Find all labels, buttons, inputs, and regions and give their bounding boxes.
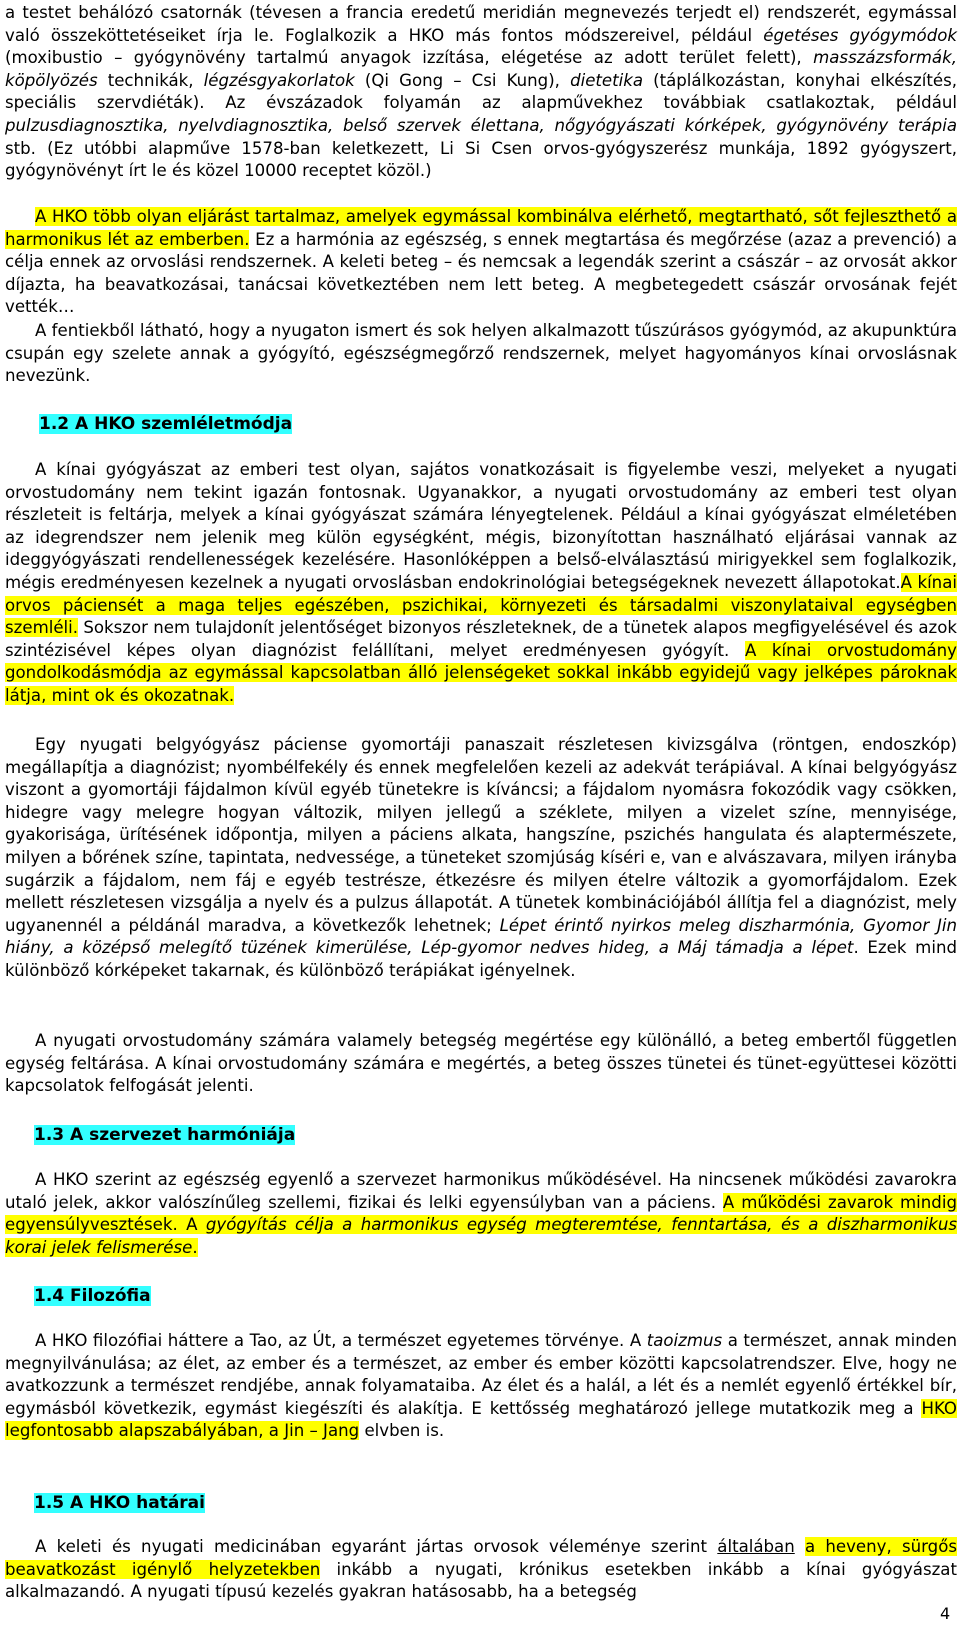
paragraph-organism-harmony: A HKO szerint az egészség egyenlő a szervezet harmonikus működésével. Ha nincsenek működési zavarokra utaló jelek, akkor valószínűleg szellemi, fizikai és lelki egyensúlyban van a páciens. A működési zavarok mindig egyensúlyvesztések. A gyógyítás célja a harmonikus egység megteremtése, fenntartása, és a diszharmonikus korai jelek felismerése. <box>5 1170 957 1257</box>
paragraph-perspective: A kínai gyógyászat az emberi test olyan, sajátos vonatkozásait is figyelembe veszi, melyeket a nyugati orvostudomány nem tekint igazán fontosnak. Ugyanakkor, a nyugati orvostudomány az emberi test olyan részleteit is feltárja, melyek a kínai gyógyászat számára lényegtelenek. Például a kínai gyógyászat elméletében az idegrendszer nem jelenik meg külön egységként, mégis, bizonyítottan használható eljárásai vannak az ideggyógyászati rendellenességek kezelésére. Hasonlóképpen a belső-elválasztású mirigyekkel sem foglalkozik, mégis eredményesen kezelnek a nyugati orvoslásban endokrinológiai betegségeknek nevezett állapotokat.A kínai orvos páciensét a maga teljes egészében, pszichikai, környezeti és társadalmi viszonylataival egységben szemléli. Sokszor nem tulajdonít jelentőséget bizonyos részleteknek, de a tünetek alapos megfigyelésével és azok szintézisével képes olyan diagnózist felállítani, melyet eredményesen gyógyít. A kínai orvostudomány gondolkodásmódja az egymással kapcsolatban álló jelenségeket sokkal inkább egyidejű vagy jelképes pároknak látja, mint ok és okozatnak. <box>5 460 957 705</box>
section-heading-1-2: 1.2 A HKO szemléletmódja <box>39 414 293 434</box>
section-heading-1-4: 1.4 Filozófia <box>34 1286 151 1306</box>
section-heading-1-5: 1.5 A HKO határai <box>34 1493 205 1513</box>
paragraph-harmony: A HKO több olyan eljárást tartalmaz, amelyek egymással kombinálva elérhető, megtartható, sőt fejleszthető a harmonikus lét az emberben. Ez a harmónia az egészség, s ennek megtartása és megőrzése (azaz a prevenció) a célja ennek az orvoslási rendszernek. A keleti beteg – és nemcsak a legendák szerint a császár – az orvosát akkor díjazta, ha beavatkozásai, tanácsai következtében nem lett beteg. A megbetegedett császár orvosának fejét vették… <box>5 207 957 317</box>
paragraph-diagnosis-example: Egy nyugati belgyógyász páciense gyomortáji panaszait részletesen kivizsgálva (röntgen, endoszkóp) megállapítja a diagnózist; nyombélfekély és ennek megfelelően kezeli az adekvát terápiával. A kínai belgyógyász viszont a gyomortáji fájdalmon kívül egyéb tünetekre is kíváncsi; a fájdalom nyomásra fokozódik vagy csökken, hidegre vagy melegre hogyan változik, milyen jellegű a széklete, milyen a vizelet színe, mennyisége, gyakorisága, ürítésének időpontja, milyen a páciens alkata, hangszíne, pszichés hangulata és alaptermészete, milyen a bőrének színe, tapintata, nedvessége, a tüneteket szomjúság kíséri e, van e alvászavara, milyen irányba sugárzik a fájdalom, nem fáj e egyéb testrésze, étkezésre és milyen ételre változik a gyomorfájdalom. Ezek mellett részletesen vizsgálja a nyelv és a pulzus állapotát. A tünetek kombinációjából állítja fel a diagnózist, mely ugyanennél a példánál maradva, a következők lehetnek; Lépet érintő nyirkos meleg diszharmónia, Gyomor Jin hiány, a középső melegítő tüzének kimerülése, Lép-gyomor nedves hideg, a Máj támadja a lépet. Ezek mind különböző kórképeket takarnak, és különböző terápiákat igényelnek. <box>5 735 957 980</box>
paragraph-understanding: A nyugati orvostudomány számára valamely betegség megértése egy különálló, a beteg embertől független egység feltárása. A kínai orvostudomány számára e megértés, a beteg összes tünetei és tünet-együttesei közötti kapcsolatok felfogását jelenti. <box>5 1031 957 1096</box>
paragraph-philosophy: A HKO filozófiai háttere a Tao, az Út, a természet egyetemes törvénye. A taoizmus a természet, annak minden megnyilvánulása; az élet, az ember és a természet, az ember és ember közötti kapcsolatrendszer. Elve, hogy ne avatkozzunk a természet rendjébe, annak folyamataiba. Az élet és a halál, a lét és a nemlét egyenlő értékkel bír, egymásból következik, egymást kiegészíti és alakítja. E kettősség meghatározó jellege mutatkozik meg a HKO legfontosabb alapszabályában, a Jin – Jang elvben is. <box>5 1331 957 1441</box>
paragraph-hko-methods: a testet behálózó csatornák (tévesen a francia eredetű meridián megnevezés terjedt el) rendszerét, egymással való összeköttetéseiket írja le. Foglalkozik a HKO más fontos módszereivel, például égetéses gyógymódok (moxibustio – gyógynövény tartalmú anyagok izzítása, elégetése az adott terület felett), masszázsformák, köpölyözés technikák, légzésgyakorlatok (Qi Gong – Csi Kung), dietetika (táplálkozástan, konyhai elkészítés, speciális szervdiéták). Az évszázadok folyamán az alapművekhez továbbiak csatlakoztak, például pulzusdiagnosztika, nyelvdiagnosztika, belső szervek élettana, nőgyógyászati kórképek, gyógynövény terápia stb. (Ez utóbbi alapműve 1578-ban keletkezett, Li Si Csen orvos-gyógyszerész munkája, 1892 gyógyszert, gyógynövényt írt le és közel 10000 receptet közöl.) <box>5 3 958 181</box>
paragraph-limits: A keleti és nyugati medicinában egyaránt jártas orvosok véleménye szerint általában a heveny, sürgős beavatkozást igénylő helyzetekben inkább a nyugati, krónikus esetekben inkább a kínai gyógyászat alkalmazandó. A nyugati típusú kezelés gyakran hatásosabb, ha a betegség <box>5 1537 958 1602</box>
page-number: 4 <box>940 1604 951 1623</box>
paragraph-acupuncture: A fentiekből látható, hogy a nyugaton ismert és sok helyen alkalmazott tűszúrásos gyógymód, az akupunktúra csupán egy szelete annak a gyógyító, egészségmegőrző rendszernek, melyet hagyományos kínai orvoslásnak nevezünk. <box>5 321 957 386</box>
section-heading-1-3: 1.3 A szervezet harmóniája <box>34 1125 296 1145</box>
